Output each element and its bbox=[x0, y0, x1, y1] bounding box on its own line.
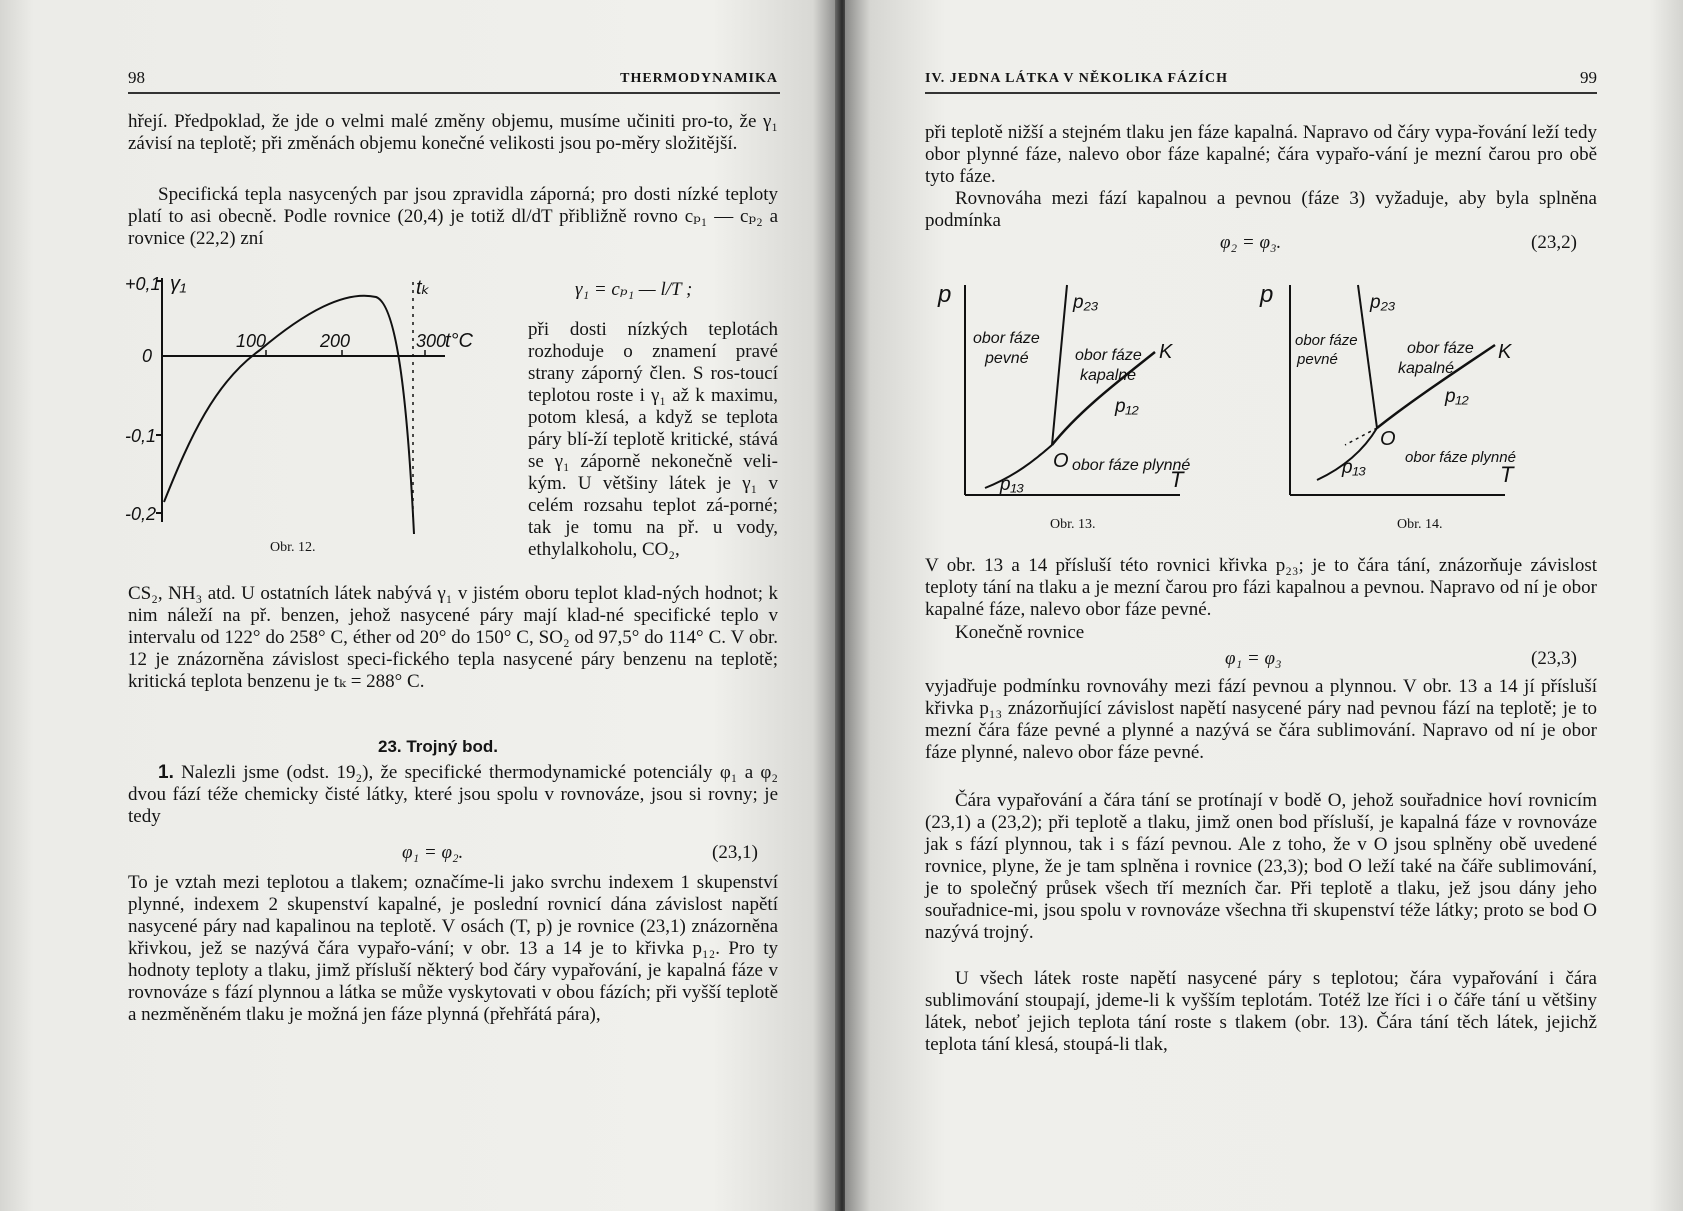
fig13-solid-label-1: obor fáze bbox=[973, 330, 1040, 347]
curve-label-gamma: γ₁ bbox=[170, 273, 187, 295]
paragraph-number: 1. bbox=[158, 762, 174, 783]
section-title: 23. Trojný bod. bbox=[378, 737, 498, 756]
figure-13-diagram bbox=[930, 280, 1230, 510]
figure-12-chart bbox=[120, 272, 473, 562]
fig14-triple-point-label: O bbox=[1380, 428, 1396, 450]
fig13-p12-curve bbox=[1052, 352, 1155, 445]
y-tick-minus02: -0,2 bbox=[125, 504, 157, 524]
left-page-number: 98 bbox=[128, 68, 145, 87]
left-para-6: To je vztah mezi teplotou a tlakem; označíme-li jako svrchu indexem 1 skupenství plynné, indexem 2 skupenství kapalné, je poslední rovnicí dána závislost napětí nasycené páry nad kapalinou na teplotě. V osách (T, p) je rovnice (23,1) znázorněna křivkou, jež se nazývá čára vypařo-vání; v obr. 13 a 14 je to křivka p₁₂. Pro ty hodnoty teploty a tlaku, jimž přísluší některý bod čáry vypařování, je kapalná fáze v rovnováze s fází plynnou a látka se může vyskytovati v obou fázích; při vyšší teplotě a nezměněném tlaku je možná jen fáze plynná (přehřátá pára), bbox=[128, 872, 778, 1025]
fig13-liquid-label-1: obor fáze bbox=[1075, 347, 1142, 364]
figure-12-caption: Obr. 12. bbox=[270, 540, 316, 555]
fig14-p12-label: p₁₂ bbox=[1445, 386, 1469, 407]
left-header-rule bbox=[128, 92, 780, 94]
fig13-solid-label-2: pevné bbox=[985, 350, 1029, 367]
right-para-5: vyjadřuje podmínku rovnováhy mezi fází pevnou a plynnou. V obr. 13 a 14 jí přísluší křivka p₁₃ znázorňující závislost napětí nasycené páry nad pevnou fází na teplotě; je to mezní čára fáze pevné a plynné a nazývá se čára sublimování. Napravo od ní je obor fáze plynné, nalevo obor fáze pevné. bbox=[925, 676, 1597, 763]
fig13-triple-point-label: O bbox=[1053, 450, 1069, 472]
figure-13-caption: Obr. 13. bbox=[1050, 517, 1096, 532]
critical-temperature-label: tₖ bbox=[416, 277, 431, 299]
fig13-gas-label: obor fáze plynné bbox=[1072, 457, 1191, 474]
fig13-p-axis-label: p bbox=[938, 281, 952, 308]
left-para-2: Specifická tepla nasycených par jsou zpravidla záporná; pro dosti nízké teploty platí to asi obecně. Podle rovnice (20,4) je totiž dl/dT přibližně rovno cₚ₁ — cₚ₂ a rovnice (22,2) zní bbox=[128, 184, 778, 249]
fig14-liquid-label-1: obor fáze bbox=[1407, 340, 1474, 357]
y-tick-plus01: +0,1 bbox=[125, 274, 161, 294]
fig14-K-label: K bbox=[1498, 341, 1512, 363]
fig13-p12-label: p₁₂ bbox=[1115, 396, 1139, 417]
x-axis-unit: t°C bbox=[445, 330, 473, 352]
fig13-p23-curve bbox=[1052, 285, 1067, 445]
right-page bbox=[845, 0, 1683, 1211]
left-running-title: THERMODYNAMIKA bbox=[620, 71, 778, 86]
equation-gamma: γ₁ = cₚ₁ — l/T ; bbox=[575, 279, 693, 300]
left-para-1: hřejí. Předpoklad, že jde o velmi malé změny objemu, musíme učiniti pro-to, že γ₁ závisí na teplotě; při změnách objemu konečné velikosti jsou po-měry složitější. bbox=[128, 111, 778, 154]
equation-23-1: φ₁ = φ₂. bbox=[402, 842, 464, 863]
right-para-7: U všech látek roste napětí nasycené páry s teplotou; čára vypařování i čára sublimování stoupají, jdeme-li k vyšším teplotám. Totéž lze říci i o čáře tání u většiny látek, neboť jejich teplota tání roste s tlakem (obr. 13). Čára tání těch látek, jejichž teplota tání klesá, stoupá-li tlak, bbox=[925, 968, 1597, 1055]
y-tick-zero: 0 bbox=[142, 346, 153, 366]
equation-23-3-number: (23,3) bbox=[1531, 648, 1577, 669]
left-page bbox=[0, 0, 838, 1211]
x-label-300: 300 bbox=[416, 331, 447, 351]
right-header-rule bbox=[925, 92, 1597, 94]
fig14-p13-label: p₁₃ bbox=[1342, 457, 1367, 478]
fig13-T-axis-label: T bbox=[1170, 467, 1184, 492]
y-tick-minus01: -0,1 bbox=[125, 426, 157, 446]
right-para-2: Rovnováha mezi fází kapalnou a pevnou (fáze 3) vyžaduje, aby byla splněna podmínka bbox=[925, 188, 1597, 231]
fig13-p23-label: p₂₃ bbox=[1073, 292, 1099, 313]
fig14-gas-label: obor fáze plynné bbox=[1405, 449, 1516, 466]
x-label-100: 100 bbox=[236, 331, 267, 351]
fig14-p-axis-label: p bbox=[1260, 281, 1274, 308]
left-para-4: CS₂, NH₃ atd. U ostatních látek nabývá γ₁ v jistém oboru teplot klad-ných hodnot; k nim náleží na př. benzen, jehož nasycené páry mají klad-né specifické teplo v intervalu od 122° do 258° C, éther od 20° do 150° C, SO₂ od 97,5° do 114° C. V obr. 12 je znázorněna závislost speci-fického tepla nasycené páry benzenu na teplotě; kritická teplota benzenu je tₖ = 288° C. bbox=[128, 583, 778, 692]
right-para-4: Konečně rovnice bbox=[955, 622, 1085, 643]
equation-23-2: φ₂ = φ₃. bbox=[1220, 232, 1282, 253]
left-para-5: 1. Nalezli jsme (odst. 19₂), že specifické thermodynamické potenciály φ₁ a φ₂ dvou fází téže chemicky čisté látky, které jsou spolu v rovnováze, jsou si rovny; je tedy bbox=[128, 762, 779, 827]
equation-23-2-number: (23,2) bbox=[1531, 232, 1577, 253]
fig13-liquid-label-2: kapalné bbox=[1080, 367, 1137, 384]
right-para-3: V obr. 13 a 14 přísluší této rovnici křivka p₂₃; je to čára tání, znázorňuje závislost teploty tání na tlaku a je mezní čarou pro fázi kapalnou a pevnou. Napravo od ní je obor kapalné fáze, nalevo obor fáze pevné. bbox=[925, 555, 1597, 620]
fig14-solid-label-2: pevné bbox=[1297, 351, 1338, 368]
x-label-200: 200 bbox=[320, 331, 351, 351]
equation-23-3: φ₁ = φ₃ bbox=[1225, 648, 1282, 669]
right-running-title: IV. JEDNA LÁTKA V NĚKOLIKA FÁZÍCH bbox=[925, 71, 1228, 86]
gamma-curve bbox=[164, 296, 414, 534]
fig13-p13-label: p₁₃ bbox=[1000, 474, 1025, 495]
fig14-T-axis-label: T bbox=[1500, 462, 1514, 487]
right-para-1: při teplotě nižší a stejném tlaku jen fáze kapalná. Napravo od čáry vypa-řování leží tedy obor plynné fáze, nalevo obor fáze kapalné; čára vypařo-vání je mezní čarou pro obě tyto fáze. bbox=[925, 122, 1597, 187]
fig14-p12-curve bbox=[1377, 345, 1495, 428]
left-para-3: při dosti nízkých teplotách rozhoduje o znamení pravé strany záporný člen. S ros-toucí teplotou roste i γ₁ až k maximu, potom klesá, a když se teplota páry blí-ží teplotě kritické, stává se γ₁ záporně nekonečně veli-kým. U většiny látek je γ₁ v celém rozsahu teplot zá-porné; tak je tomu na př. u vody, ethylalkoholu, CO₂, bbox=[528, 319, 778, 560]
fig14-solid-label-1: obor fáze bbox=[1295, 332, 1358, 349]
figure-14-diagram bbox=[1255, 280, 1585, 510]
right-page-number: 99 bbox=[1580, 68, 1597, 87]
left-running-head bbox=[128, 68, 778, 92]
right-para-6: Čára vypařování a čára tání se protínají v bodě O, jehož souřadnice hoví rovnicím (23,1) a (23,2); při teplotě a tlaku, jimž onen bod přísluší, je kapalná fáze v rovnováze jak s fází plynnou, tak i s fází pevnou. Ale z toho, že v O jsou splněny obě uvedené rovnice, plyne, že je tam splněna i rovnice (23,3); bod O leží také na čáře sublimování, je to společný průsek všech tří mezních čar. Při teplotě a tlaku, jež jsou dány jeho souřadnice-mi, jsou spolu v rovnováze všechna tři skupenství téže látky; proto se bod O nazývá trojný. bbox=[925, 790, 1597, 943]
fig13-K-label: K bbox=[1159, 341, 1173, 363]
right-running-head bbox=[925, 68, 1597, 92]
fig14-p23-label: p₂₃ bbox=[1370, 292, 1396, 313]
fig14-liquid-label-2: kapalné bbox=[1398, 360, 1455, 377]
figure-14-caption: Obr. 14. bbox=[1397, 517, 1443, 532]
equation-23-1-number: (23,1) bbox=[712, 842, 758, 863]
